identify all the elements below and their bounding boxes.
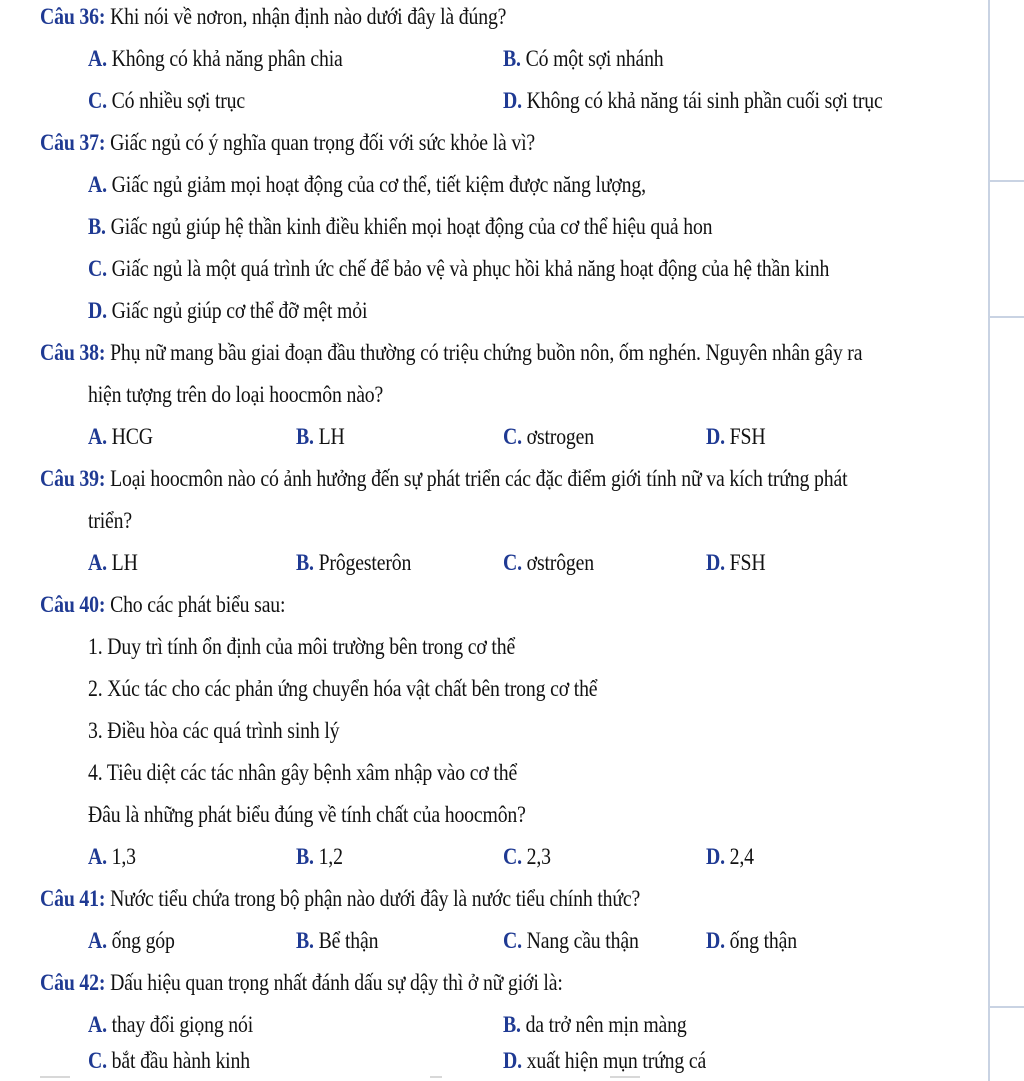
option-text: HCG xyxy=(106,424,153,449)
question-40-prompt: Đâu là những phát biểu đúng về tính chất của hoocmôn? xyxy=(88,802,526,827)
option-text: Nang cầu thận xyxy=(521,928,639,953)
question-40-statement-3: 3. Điều hòa các quá trình sinh lý xyxy=(88,718,340,743)
question-text: Giấc ngủ có ý nghĩa quan trọng đối với sức khỏe là vì? xyxy=(105,130,536,155)
question-37-option-c xyxy=(88,254,829,284)
option-label: A. xyxy=(88,172,107,197)
option-label: A. xyxy=(88,424,107,449)
question-40-statement-2: 2. Xúc tác cho các phản ứng chuyển hóa vật chất bên trong cơ thể xyxy=(88,676,598,701)
option-label: C. xyxy=(88,88,107,113)
option-text: Giấc ngủ giúp cơ thể đỡ mệt mỏi xyxy=(106,298,368,323)
question-40-title xyxy=(40,590,285,620)
option-text: FSH xyxy=(724,424,766,449)
question-label: Câu 37: xyxy=(40,130,106,155)
option-text: Giấc ngủ giảm mọi hoạt động của cơ thể, tiết kiệm được năng lượng, xyxy=(106,172,646,197)
question-42-title xyxy=(40,968,563,998)
option-text: Không có khả năng phân chia xyxy=(106,46,343,71)
option-label: D. xyxy=(706,424,725,449)
question-36-title xyxy=(40,2,506,32)
option-text: bắt đầu hành kinh xyxy=(106,1048,250,1073)
option-text: Giấc ngủ là một quá trình ức chế để bảo vệ và phục hồi khả năng hoạt động của hệ thần kinh xyxy=(106,256,830,281)
question-41-option-b xyxy=(296,926,378,956)
option-label: D. xyxy=(88,298,107,323)
question-38-title xyxy=(40,338,862,368)
question-41-title xyxy=(40,884,640,914)
question-40-option-b xyxy=(296,842,343,872)
edge-tick xyxy=(990,316,1024,318)
option-label: A. xyxy=(88,1012,107,1037)
question-text: Cho các phát biểu sau: xyxy=(105,592,286,617)
question-42-option-b xyxy=(503,1010,687,1040)
option-label: B. xyxy=(503,46,521,71)
bottom-mark xyxy=(430,1076,442,1078)
option-text: LH xyxy=(106,550,138,575)
question-36-option-b xyxy=(503,44,664,74)
question-text: Khi nói về nơron, nhận định nào dưới đây là đúng? xyxy=(105,4,507,29)
option-text: ống thận xyxy=(724,928,797,953)
option-text: ống góp xyxy=(106,928,175,953)
question-39-option-b xyxy=(296,548,411,578)
option-label: C. xyxy=(88,1048,107,1073)
question-38-option-b xyxy=(296,422,345,452)
option-text: xuất hiện mụn trứng cá xyxy=(521,1048,707,1073)
question-text: Nước tiểu chứa trong bộ phận nào dưới đây là nước tiểu chính thức? xyxy=(105,886,641,911)
option-label: B. xyxy=(296,844,314,869)
question-41-option-d xyxy=(706,926,797,956)
option-text: ơstrogen xyxy=(521,424,594,449)
option-label: A. xyxy=(88,928,107,953)
question-40-statement-1: 1. Duy trì tính ổn định của môi trường bên trong cơ thể xyxy=(88,634,516,659)
question-36-option-a xyxy=(88,44,343,74)
question-text: Loại hoocmôn nào có ảnh hưởng đến sự phát triển các đặc điểm giới tính nữ va kích trứng phát xyxy=(105,466,848,491)
option-label: D. xyxy=(503,88,522,113)
question-label: Câu 41: xyxy=(40,886,106,911)
question-label: Câu 36: xyxy=(40,4,106,29)
option-label: D. xyxy=(706,844,725,869)
question-39-option-c xyxy=(503,548,594,578)
option-text: Có một sợi nhánh xyxy=(520,46,664,71)
option-label: C. xyxy=(503,550,522,575)
edge-tick xyxy=(990,180,1024,182)
question-39-title xyxy=(40,464,847,494)
question-label: Câu 38: xyxy=(40,340,106,365)
option-text: thay đổi giọng nói xyxy=(106,1012,254,1037)
option-label: B. xyxy=(296,550,314,575)
option-label: B. xyxy=(296,424,314,449)
option-text: 1,2 xyxy=(313,844,343,869)
question-38-title-cont: hiện tượng trên do loại hoocmôn nào? xyxy=(88,382,384,407)
page-edge-rule xyxy=(988,0,990,1081)
question-36-option-d xyxy=(503,86,883,116)
question-39-title-cont: triển? xyxy=(88,508,133,533)
question-39-option-d xyxy=(706,548,765,578)
question-text: Phụ nữ mang bầu giai đoạn đầu thường có triệu chứng buồn nôn, ốm nghén. Nguyên nhân gây ra xyxy=(105,340,863,365)
question-37-option-d xyxy=(88,296,367,326)
question-38-option-c xyxy=(503,422,594,452)
option-label: C. xyxy=(88,256,107,281)
option-text: Không có khả năng tái sinh phần cuối sợi trục xyxy=(521,88,883,113)
option-text: 2,4 xyxy=(724,844,754,869)
question-40-option-d xyxy=(706,842,754,872)
question-40-statement-4: 4. Tiêu diệt các tác nhân gây bệnh xâm nhập vào cơ thể xyxy=(88,760,518,785)
option-label: C. xyxy=(503,424,522,449)
option-label: D. xyxy=(503,1048,522,1073)
option-text: 2,3 xyxy=(521,844,551,869)
question-label: Câu 40: xyxy=(40,592,106,617)
question-41-option-a xyxy=(88,926,175,956)
question-42-option-d xyxy=(503,1046,706,1076)
question-37-title xyxy=(40,128,535,158)
question-41-option-c xyxy=(503,926,639,956)
option-text: Prôgesterôn xyxy=(313,550,412,575)
question-label: Câu 39: xyxy=(40,466,106,491)
question-39-option-a xyxy=(88,548,138,578)
option-text: da trở nên mịn màng xyxy=(520,1012,687,1037)
option-label: B. xyxy=(88,214,106,239)
edge-tick xyxy=(990,1006,1024,1008)
question-42-option-a xyxy=(88,1010,253,1040)
option-label: A. xyxy=(88,844,107,869)
question-38-option-a xyxy=(88,422,153,452)
option-text: FSH xyxy=(724,550,766,575)
option-text: LH xyxy=(313,424,345,449)
option-text: Có nhiều sợi trục xyxy=(106,88,246,113)
option-text: Bể thận xyxy=(313,928,379,953)
bottom-mark xyxy=(610,1076,640,1078)
question-label: Câu 42: xyxy=(40,970,106,995)
bottom-mark xyxy=(40,1076,70,1078)
option-label: A. xyxy=(88,550,107,575)
option-text: 1,3 xyxy=(106,844,136,869)
question-text: Dấu hiệu quan trọng nhất đánh dấu sự dậy thì ở nữ giới là: xyxy=(105,970,563,995)
option-text: ơstrôgen xyxy=(521,550,594,575)
option-text: Giấc ngủ giúp hệ thần kinh điều khiển mọi hoạt động của cơ thể hiệu quả hon xyxy=(105,214,713,239)
question-42-option-c xyxy=(88,1046,250,1076)
option-label: A. xyxy=(88,46,107,71)
question-38-option-d xyxy=(706,422,765,452)
option-label: B. xyxy=(296,928,314,953)
option-label: D. xyxy=(706,928,725,953)
option-label: C. xyxy=(503,928,522,953)
question-37-option-a xyxy=(88,170,646,200)
question-40-option-a xyxy=(88,842,136,872)
option-label: C. xyxy=(503,844,522,869)
question-40-option-c xyxy=(503,842,551,872)
option-label: D. xyxy=(706,550,725,575)
question-36-option-c xyxy=(88,86,245,116)
question-37-option-b xyxy=(88,212,712,242)
option-label: B. xyxy=(503,1012,521,1037)
